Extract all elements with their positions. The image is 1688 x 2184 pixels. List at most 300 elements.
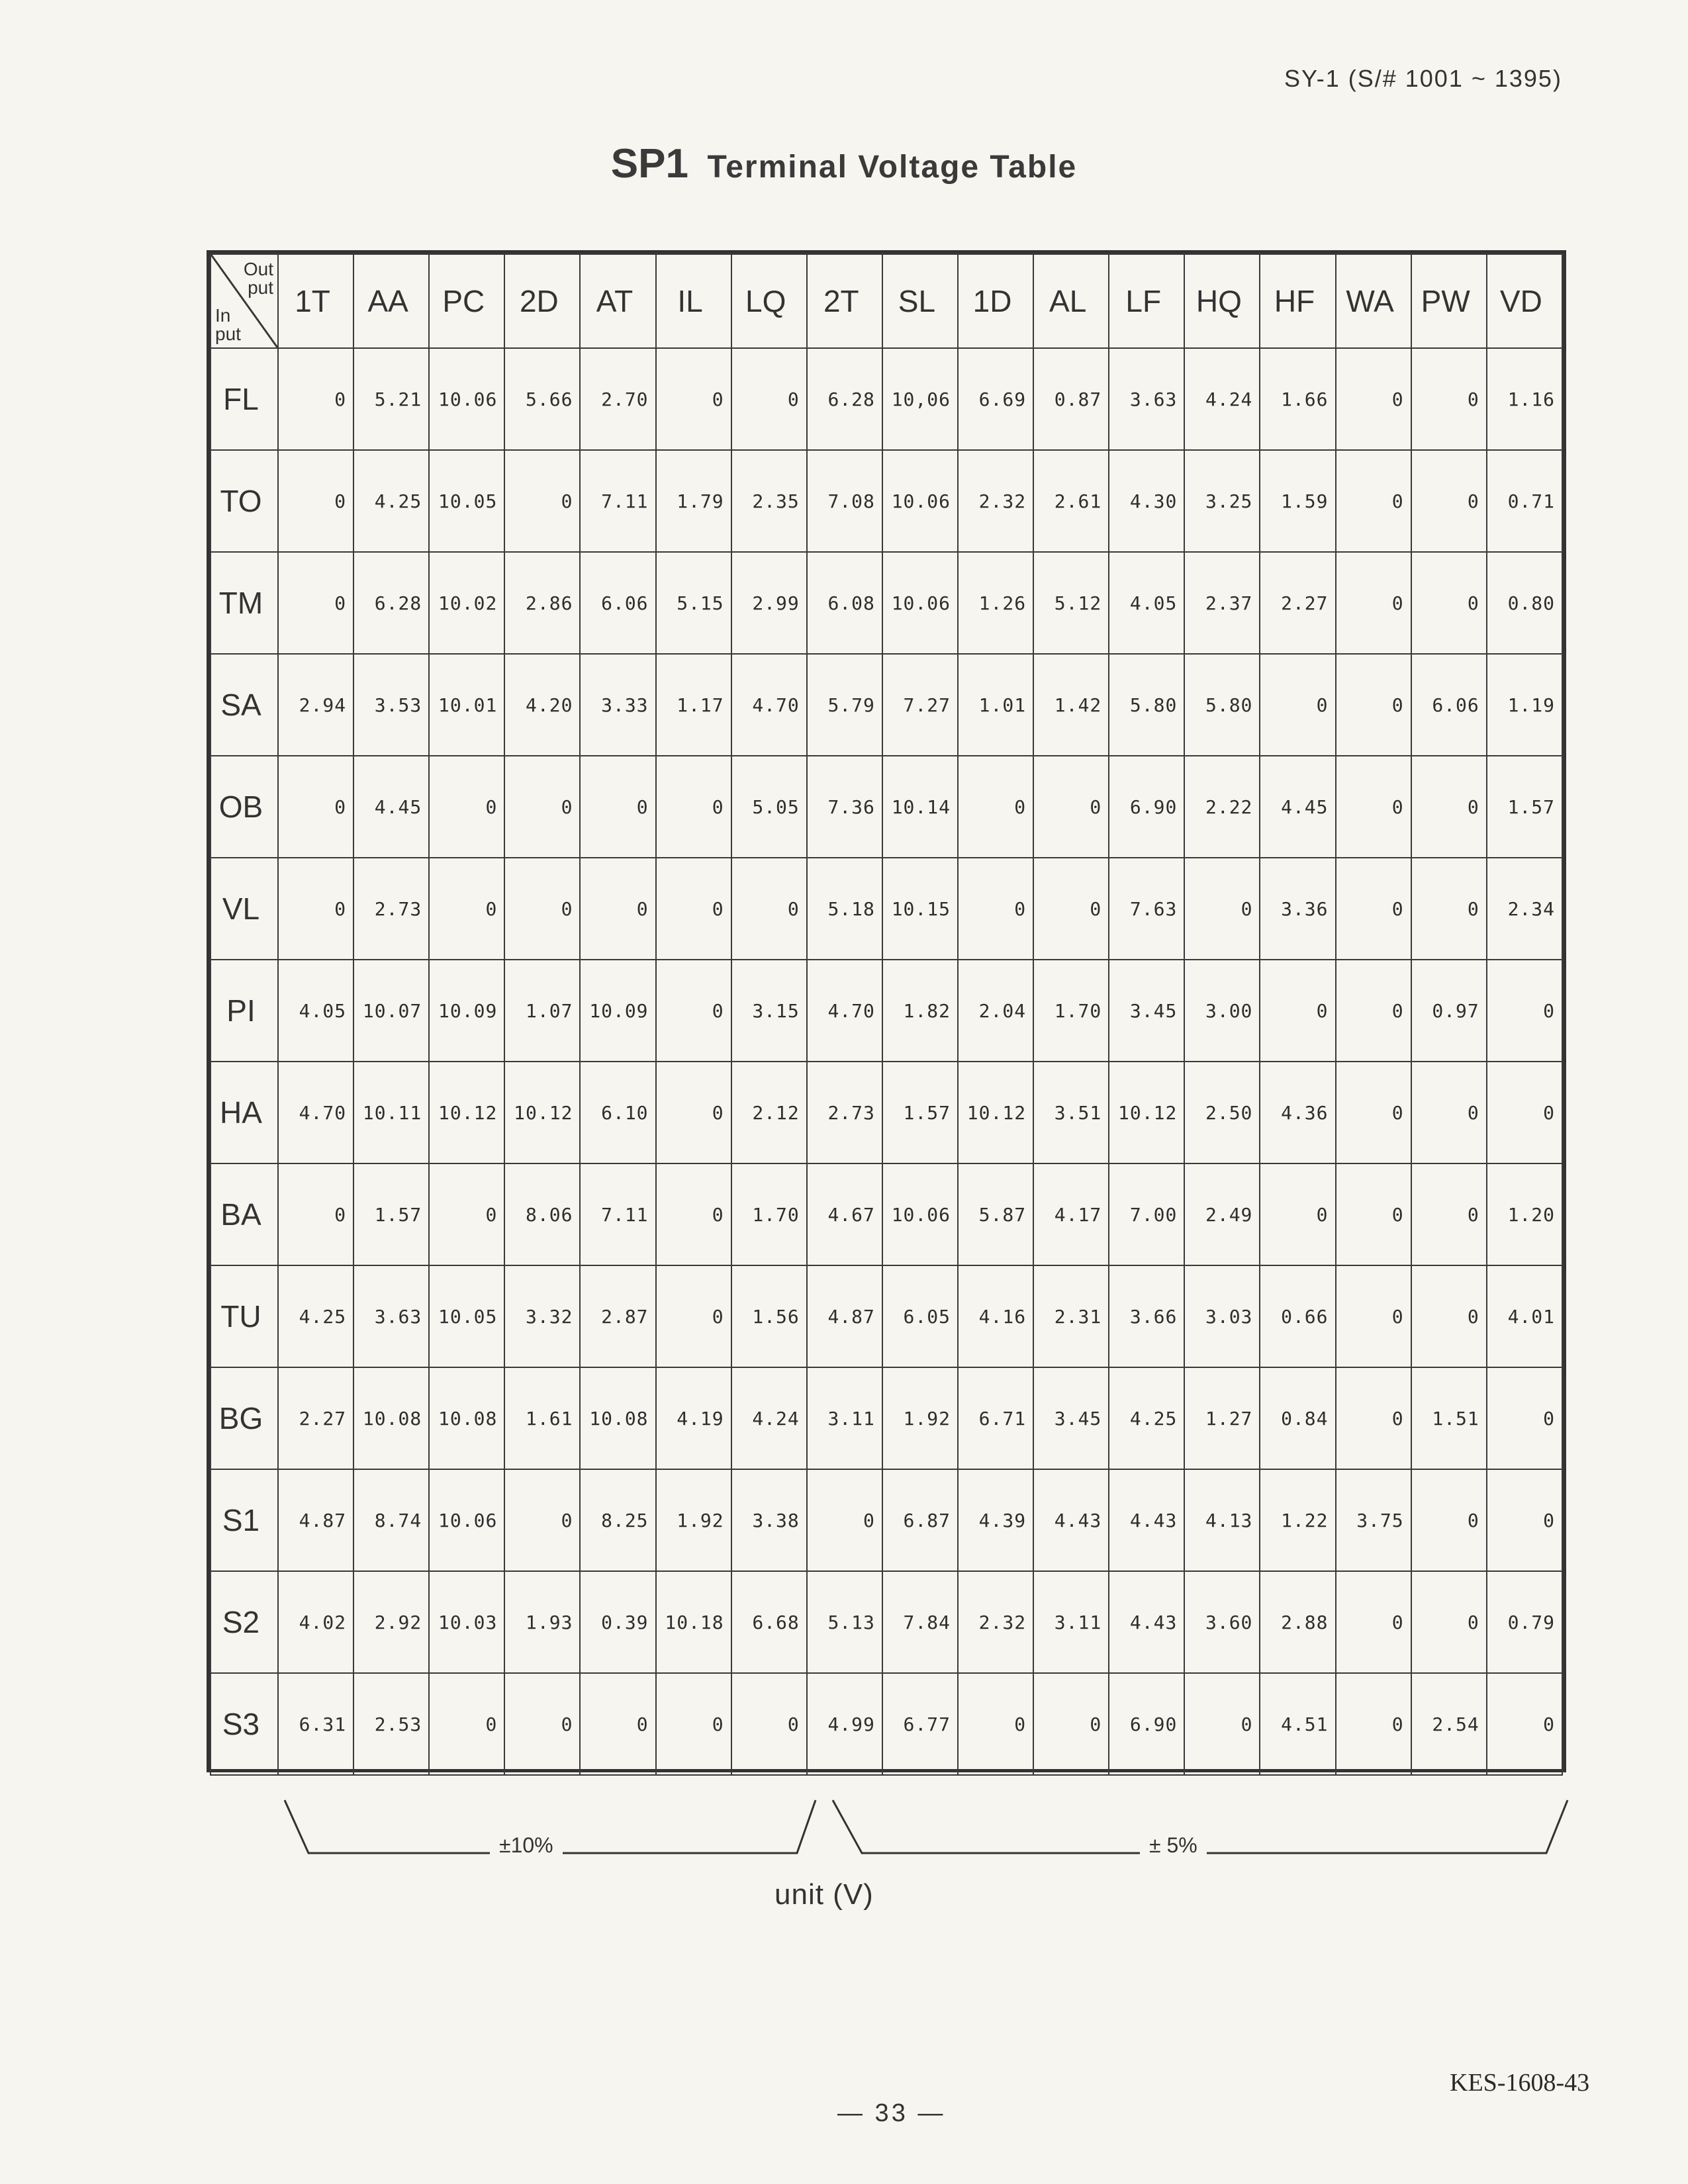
- voltage-cell: 0: [1033, 1673, 1109, 1775]
- voltage-cell: 0: [656, 348, 731, 450]
- voltage-cell: 4.20: [504, 654, 580, 756]
- corner-output-line-1: Out: [243, 259, 273, 279]
- voltage-cell: 0: [1336, 756, 1411, 858]
- voltage-cell: 10.03: [429, 1571, 504, 1673]
- voltage-cell: 0: [278, 450, 353, 552]
- voltage-cell: 6.90: [1109, 756, 1184, 858]
- voltage-cell: 0: [1336, 450, 1411, 552]
- voltage-cell: 2.04: [958, 960, 1033, 1062]
- tolerance-bracket-right: [829, 1787, 1574, 1860]
- table-row: [211, 1062, 1562, 1163]
- voltage-cell: 1.92: [882, 1367, 958, 1469]
- voltage-cell: 0: [656, 756, 731, 858]
- voltage-cell: 7.11: [580, 450, 655, 552]
- voltage-cell: 10.06: [429, 1469, 504, 1571]
- voltage-cell: 1.22: [1260, 1469, 1335, 1571]
- voltage-cell: 0.66: [1260, 1265, 1335, 1367]
- voltage-cell: 4.36: [1260, 1062, 1335, 1163]
- voltage-cell: 2.32: [958, 1571, 1033, 1673]
- voltage-cell: 10.11: [353, 1062, 429, 1163]
- voltage-cell: 0: [1336, 1265, 1411, 1367]
- voltage-cell: 0: [429, 1673, 504, 1775]
- voltage-cell: 1.26: [958, 552, 1033, 654]
- voltage-cell: 0: [504, 1673, 580, 1775]
- voltage-cell: 2.54: [1411, 1673, 1487, 1775]
- voltage-cell: 5.05: [731, 756, 807, 858]
- voltage-cell: 6.06: [1411, 654, 1487, 756]
- table-row: [211, 654, 1562, 756]
- voltage-cell: 1.93: [504, 1571, 580, 1673]
- row-header-ob: OB: [211, 756, 278, 858]
- voltage-cell: 0: [1336, 1571, 1411, 1673]
- voltage-cell: 2.37: [1184, 552, 1260, 654]
- voltage-cell: 0: [1336, 858, 1411, 960]
- voltage-cell: 6.69: [958, 348, 1033, 450]
- voltage-cell: 10.12: [1109, 1062, 1184, 1163]
- voltage-cell: 4.25: [278, 1265, 353, 1367]
- voltage-cell: 1.16: [1487, 348, 1562, 450]
- voltage-cell: 5.80: [1184, 654, 1260, 756]
- voltage-cell: 4.45: [1260, 756, 1335, 858]
- voltage-cell: 6.87: [882, 1469, 958, 1571]
- voltage-cell: 1.42: [1033, 654, 1109, 756]
- voltage-cell: 3.45: [1033, 1367, 1109, 1469]
- column-header-at: AT: [580, 254, 655, 348]
- voltage-cell: 0: [1487, 1062, 1562, 1163]
- voltage-cell: 0: [958, 858, 1033, 960]
- voltage-cell: 6.90: [1109, 1673, 1184, 1775]
- row-header-ba: BA: [211, 1163, 278, 1265]
- table-corner-cell: [211, 254, 278, 348]
- voltage-cell: 1.01: [958, 654, 1033, 756]
- voltage-cell: 0: [656, 1673, 731, 1775]
- voltage-cell: 0.84: [1260, 1367, 1335, 1469]
- row-header-sa: SA: [211, 654, 278, 756]
- voltage-cell: 6.31: [278, 1673, 353, 1775]
- voltage-cell: 0: [580, 858, 655, 960]
- voltage-cell: 0: [1487, 1469, 1562, 1571]
- voltage-cell: 7.11: [580, 1163, 655, 1265]
- voltage-cell: 0: [958, 756, 1033, 858]
- voltage-cell: 1.57: [353, 1163, 429, 1265]
- voltage-cell: 4.39: [958, 1469, 1033, 1571]
- voltage-cell: 0: [504, 756, 580, 858]
- voltage-cell: 0.87: [1033, 348, 1109, 450]
- voltage-cell: 1.82: [882, 960, 958, 1062]
- voltage-cell: 1.20: [1487, 1163, 1562, 1265]
- voltage-cell: 0: [1184, 1673, 1260, 1775]
- voltage-cell: 10.08: [353, 1367, 429, 1469]
- voltage-cell: 0: [656, 960, 731, 1062]
- voltage-table-frame: [207, 250, 1566, 1772]
- voltage-cell: 0: [278, 348, 353, 450]
- table-row: [211, 1571, 1562, 1673]
- voltage-cell: 10.18: [656, 1571, 731, 1673]
- voltage-cell: 3.63: [1109, 348, 1184, 450]
- voltage-cell: 0: [1336, 348, 1411, 450]
- voltage-cell: 0: [1184, 858, 1260, 960]
- column-header-vd: VD: [1487, 254, 1562, 348]
- voltage-cell: 0: [504, 450, 580, 552]
- voltage-cell: 2.88: [1260, 1571, 1335, 1673]
- voltage-cell: 7.00: [1109, 1163, 1184, 1265]
- voltage-cell: 4.70: [731, 654, 807, 756]
- column-header-2d: 2D: [504, 254, 580, 348]
- row-header-to: TO: [211, 450, 278, 552]
- voltage-cell: 5.18: [807, 858, 882, 960]
- voltage-cell: 10,06: [882, 348, 958, 450]
- voltage-cell: 0.71: [1487, 450, 1562, 552]
- voltage-cell: 0: [1411, 756, 1487, 858]
- voltage-cell: 2.12: [731, 1062, 807, 1163]
- voltage-cell: 6.28: [807, 348, 882, 450]
- voltage-cell: 1.19: [1487, 654, 1562, 756]
- voltage-cell: 8.06: [504, 1163, 580, 1265]
- table-row: [211, 858, 1562, 960]
- voltage-cell: 1.51: [1411, 1367, 1487, 1469]
- voltage-cell: 4.24: [1184, 348, 1260, 450]
- voltage-cell: 1.66: [1260, 348, 1335, 450]
- voltage-cell: 0: [1336, 1163, 1411, 1265]
- voltage-cell: 7.36: [807, 756, 882, 858]
- voltage-cell: 4.51: [1260, 1673, 1335, 1775]
- voltage-cell: 1.70: [731, 1163, 807, 1265]
- voltage-cell: 2.99: [731, 552, 807, 654]
- voltage-cell: 4.99: [807, 1673, 882, 1775]
- table-row: [211, 1367, 1562, 1469]
- voltage-cell: 3.75: [1336, 1469, 1411, 1571]
- tolerance-bracket-left: [278, 1787, 821, 1860]
- voltage-cell: 0: [656, 858, 731, 960]
- voltage-cell: 0: [1260, 960, 1335, 1062]
- voltage-cell: 5.21: [353, 348, 429, 450]
- voltage-cell: 4.43: [1109, 1571, 1184, 1673]
- voltage-cell: 5.80: [1109, 654, 1184, 756]
- voltage-cell: 3.33: [580, 654, 655, 756]
- voltage-cell: 0: [656, 1163, 731, 1265]
- voltage-cell: 3.15: [731, 960, 807, 1062]
- voltage-cell: 2.50: [1184, 1062, 1260, 1163]
- table-row: [211, 960, 1562, 1062]
- voltage-cell: 0: [1033, 858, 1109, 960]
- voltage-cell: 0: [278, 1163, 353, 1265]
- voltage-cell: 0: [1336, 552, 1411, 654]
- voltage-table: [210, 253, 1563, 1776]
- voltage-cell: 4.05: [1109, 552, 1184, 654]
- voltage-cell: 2.86: [504, 552, 580, 654]
- voltage-cell: 10.02: [429, 552, 504, 654]
- voltage-cell: 0: [656, 1062, 731, 1163]
- voltage-cell: 3.03: [1184, 1265, 1260, 1367]
- voltage-cell: 0: [1033, 756, 1109, 858]
- voltage-cell: 4.70: [807, 960, 882, 1062]
- voltage-cell: 0: [1487, 1367, 1562, 1469]
- voltage-cell: 2.34: [1487, 858, 1562, 960]
- voltage-cell: 2.70: [580, 348, 655, 450]
- row-header-s2: S2: [211, 1571, 278, 1673]
- tolerance-right-label: ± 5%: [1140, 1833, 1207, 1858]
- column-header-1t: 1T: [278, 254, 353, 348]
- voltage-cell: 0: [1411, 450, 1487, 552]
- table-body: [211, 348, 1562, 1775]
- voltage-cell: 2.87: [580, 1265, 655, 1367]
- voltage-cell: 1.92: [656, 1469, 731, 1571]
- voltage-cell: 4.25: [353, 450, 429, 552]
- voltage-cell: 5.87: [958, 1163, 1033, 1265]
- voltage-cell: 1.57: [1487, 756, 1562, 858]
- row-header-tu: TU: [211, 1265, 278, 1367]
- voltage-cell: 0: [731, 348, 807, 450]
- voltage-cell: 10.09: [580, 960, 655, 1062]
- column-header-aa: AA: [353, 254, 429, 348]
- row-header-s1: S1: [211, 1469, 278, 1571]
- voltage-cell: 0: [1411, 858, 1487, 960]
- unit-label: unit (V): [774, 1878, 874, 1911]
- voltage-cell: 1.61: [504, 1367, 580, 1469]
- voltage-cell: 3.25: [1184, 450, 1260, 552]
- voltage-cell: 1.79: [656, 450, 731, 552]
- voltage-cell: 3.00: [1184, 960, 1260, 1062]
- voltage-cell: 2.53: [353, 1673, 429, 1775]
- voltage-cell: 4.67: [807, 1163, 882, 1265]
- voltage-cell: 4.19: [656, 1367, 731, 1469]
- voltage-cell: 0: [1260, 1163, 1335, 1265]
- voltage-cell: 0: [807, 1469, 882, 1571]
- voltage-cell: 0: [1411, 1163, 1487, 1265]
- row-header-fl: FL: [211, 348, 278, 450]
- voltage-cell: 0: [1260, 654, 1335, 756]
- column-header-1d: 1D: [958, 254, 1033, 348]
- voltage-cell: 4.05: [278, 960, 353, 1062]
- table-row: [211, 552, 1562, 654]
- row-header-bg: BG: [211, 1367, 278, 1469]
- voltage-cell: 4.24: [731, 1367, 807, 1469]
- voltage-cell: 10.09: [429, 960, 504, 1062]
- voltage-cell: 2.94: [278, 654, 353, 756]
- voltage-cell: 1.57: [882, 1062, 958, 1163]
- column-header-pc: PC: [429, 254, 504, 348]
- table-row: [211, 1469, 1562, 1571]
- voltage-cell: 6.28: [353, 552, 429, 654]
- tolerance-left-label: ±10%: [490, 1833, 563, 1858]
- voltage-cell: 5.79: [807, 654, 882, 756]
- voltage-cell: 2.22: [1184, 756, 1260, 858]
- voltage-cell: 2.27: [278, 1367, 353, 1469]
- voltage-cell: 10.15: [882, 858, 958, 960]
- voltage-cell: 4.87: [278, 1469, 353, 1571]
- voltage-cell: 5.15: [656, 552, 731, 654]
- voltage-cell: 6.05: [882, 1265, 958, 1367]
- voltage-cell: 1.70: [1033, 960, 1109, 1062]
- corner-input-line-1: In: [215, 305, 231, 326]
- voltage-cell: 0: [429, 858, 504, 960]
- voltage-cell: 0: [580, 1673, 655, 1775]
- voltage-cell: 0.39: [580, 1571, 655, 1673]
- voltage-cell: 3.32: [504, 1265, 580, 1367]
- voltage-cell: 6.08: [807, 552, 882, 654]
- voltage-cell: 4.17: [1033, 1163, 1109, 1265]
- voltage-cell: 0: [504, 858, 580, 960]
- voltage-cell: 0: [1336, 1673, 1411, 1775]
- voltage-cell: 6.06: [580, 552, 655, 654]
- voltage-cell: 5.66: [504, 348, 580, 450]
- voltage-cell: 0: [278, 858, 353, 960]
- voltage-cell: 3.53: [353, 654, 429, 756]
- voltage-cell: 7.63: [1109, 858, 1184, 960]
- voltage-cell: 2.73: [807, 1062, 882, 1163]
- voltage-cell: 2.49: [1184, 1163, 1260, 1265]
- voltage-cell: 10.06: [429, 348, 504, 450]
- column-header-wa: WA: [1336, 254, 1411, 348]
- column-header-lf: LF: [1109, 254, 1184, 348]
- voltage-cell: 0: [731, 1673, 807, 1775]
- table-row: [211, 1673, 1562, 1775]
- voltage-cell: 10.06: [882, 450, 958, 552]
- voltage-cell: 1.27: [1184, 1367, 1260, 1469]
- voltage-cell: 4.43: [1033, 1469, 1109, 1571]
- voltage-cell: 0: [278, 552, 353, 654]
- voltage-cell: 0: [1487, 960, 1562, 1062]
- voltage-cell: 6.71: [958, 1367, 1033, 1469]
- voltage-cell: 3.11: [1033, 1571, 1109, 1673]
- column-header-il: IL: [656, 254, 731, 348]
- voltage-cell: 4.70: [278, 1062, 353, 1163]
- voltage-cell: 3.45: [1109, 960, 1184, 1062]
- voltage-cell: 10.06: [882, 1163, 958, 1265]
- voltage-cell: 0: [656, 1265, 731, 1367]
- voltage-cell: 2.61: [1033, 450, 1109, 552]
- column-header-2t: 2T: [807, 254, 882, 348]
- voltage-cell: 4.01: [1487, 1265, 1562, 1367]
- voltage-cell: 0.79: [1487, 1571, 1562, 1673]
- row-header-vl: VL: [211, 858, 278, 960]
- voltage-cell: 4.02: [278, 1571, 353, 1673]
- voltage-cell: 2.92: [353, 1571, 429, 1673]
- voltage-cell: 3.36: [1260, 858, 1335, 960]
- voltage-cell: 10.01: [429, 654, 504, 756]
- voltage-cell: 4.25: [1109, 1367, 1184, 1469]
- row-header-tm: TM: [211, 552, 278, 654]
- voltage-cell: 0: [1487, 1673, 1562, 1775]
- voltage-cell: 10.12: [958, 1062, 1033, 1163]
- table-row: [211, 756, 1562, 858]
- voltage-cell: 5.13: [807, 1571, 882, 1673]
- corner-output-line-2: put: [248, 277, 273, 298]
- title-main: SP1: [610, 141, 688, 187]
- voltage-cell: 3.38: [731, 1469, 807, 1571]
- voltage-cell: 7.08: [807, 450, 882, 552]
- voltage-cell: 1.59: [1260, 450, 1335, 552]
- voltage-cell: 10.05: [429, 1265, 504, 1367]
- table-row: [211, 348, 1562, 450]
- voltage-cell: 4.43: [1109, 1469, 1184, 1571]
- voltage-cell: 10.14: [882, 756, 958, 858]
- voltage-cell: 0: [1411, 1062, 1487, 1163]
- voltage-cell: 0: [1336, 654, 1411, 756]
- voltage-cell: 3.11: [807, 1367, 882, 1469]
- voltage-cell: 10.08: [429, 1367, 504, 1469]
- voltage-cell: 1.56: [731, 1265, 807, 1367]
- voltage-cell: 0: [1411, 1469, 1487, 1571]
- column-header-hq: HQ: [1184, 254, 1260, 348]
- voltage-cell: 0: [1336, 1062, 1411, 1163]
- voltage-cell: 7.27: [882, 654, 958, 756]
- voltage-cell: 6.10: [580, 1062, 655, 1163]
- row-header-ha: HA: [211, 1062, 278, 1163]
- column-header-hf: HF: [1260, 254, 1335, 348]
- voltage-cell: 2.27: [1260, 552, 1335, 654]
- corner-input-label: [215, 306, 241, 343]
- page-title: [0, 140, 1688, 187]
- voltage-cell: 8.25: [580, 1469, 655, 1571]
- corner-output-label: [244, 260, 273, 297]
- page-number: — 33 —: [837, 2099, 946, 2127]
- column-header-pw: PW: [1411, 254, 1487, 348]
- table-row: [211, 450, 1562, 552]
- voltage-cell: 0: [1336, 960, 1411, 1062]
- voltage-cell: 0.97: [1411, 960, 1487, 1062]
- voltage-cell: 0: [504, 1469, 580, 1571]
- voltage-cell: 3.60: [1184, 1571, 1260, 1673]
- voltage-cell: 10.12: [504, 1062, 580, 1163]
- table-row: [211, 1163, 1562, 1265]
- voltage-cell: 0: [1411, 552, 1487, 654]
- voltage-cell: 2.32: [958, 450, 1033, 552]
- voltage-cell: 0.80: [1487, 552, 1562, 654]
- voltage-cell: 0: [1411, 1571, 1487, 1673]
- voltage-cell: 10.06: [882, 552, 958, 654]
- voltage-cell: 0: [429, 756, 504, 858]
- voltage-cell: 1.17: [656, 654, 731, 756]
- voltage-cell: 0: [731, 858, 807, 960]
- voltage-cell: 10.07: [353, 960, 429, 1062]
- voltage-cell: 4.16: [958, 1265, 1033, 1367]
- voltage-cell: 4.45: [353, 756, 429, 858]
- voltage-cell: 3.66: [1109, 1265, 1184, 1367]
- voltage-cell: 0: [429, 1163, 504, 1265]
- title-sub: Terminal Voltage Table: [707, 150, 1078, 185]
- voltage-cell: 0: [1411, 1265, 1487, 1367]
- column-header-lq: LQ: [731, 254, 807, 348]
- voltage-cell: 0: [1336, 1367, 1411, 1469]
- voltage-cell: 4.30: [1109, 450, 1184, 552]
- column-header-al: AL: [1033, 254, 1109, 348]
- table-header-row: [211, 254, 1562, 348]
- model-serial-label: SY-1 (S/# 1001 ~ 1395): [1284, 65, 1562, 92]
- voltage-cell: 2.31: [1033, 1265, 1109, 1367]
- voltage-cell: 3.63: [353, 1265, 429, 1367]
- voltage-cell: 4.13: [1184, 1469, 1260, 1571]
- row-header-s3: S3: [211, 1673, 278, 1775]
- voltage-cell: 0: [1411, 348, 1487, 450]
- column-header-sl: SL: [882, 254, 958, 348]
- voltage-cell: 6.77: [882, 1673, 958, 1775]
- voltage-cell: 5.12: [1033, 552, 1109, 654]
- voltage-cell: 10.08: [580, 1367, 655, 1469]
- voltage-cell: 1.07: [504, 960, 580, 1062]
- voltage-cell: 10.12: [429, 1062, 504, 1163]
- table-row: [211, 1265, 1562, 1367]
- voltage-cell: 0: [278, 756, 353, 858]
- voltage-cell: 3.51: [1033, 1062, 1109, 1163]
- voltage-cell: 4.87: [807, 1265, 882, 1367]
- voltage-cell: 8.74: [353, 1469, 429, 1571]
- voltage-cell: 2.35: [731, 450, 807, 552]
- voltage-cell: 7.84: [882, 1571, 958, 1673]
- document-code: KES-1608-43: [1450, 2069, 1590, 2097]
- voltage-cell: 2.73: [353, 858, 429, 960]
- voltage-cell: 6.68: [731, 1571, 807, 1673]
